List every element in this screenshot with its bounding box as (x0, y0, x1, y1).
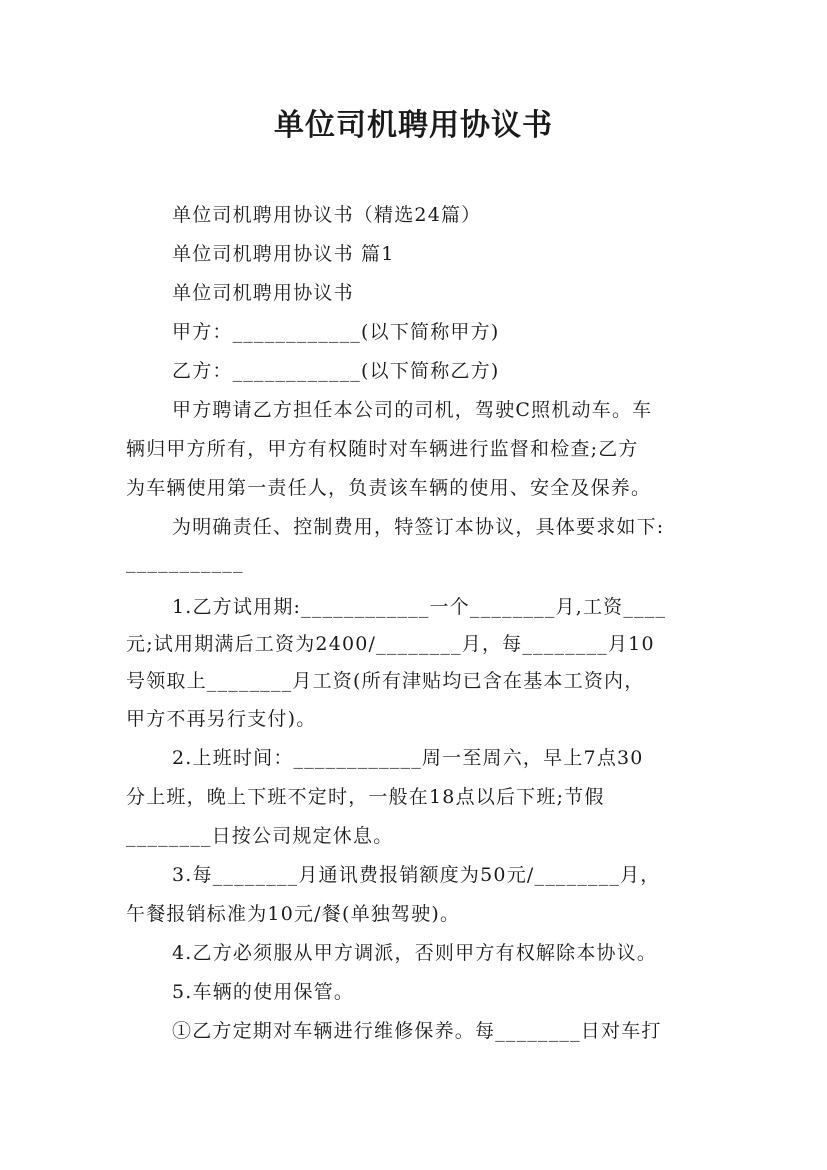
clause-1-line: 甲方不再另行支付)。 (126, 708, 317, 730)
party-a-line: 甲方：____________(以下简称甲方) (172, 321, 500, 343)
clause-1-line: 号领取上________月工资(所有津贴均已含在基本工资内， (126, 670, 645, 692)
paragraph-line: 为车辆使用第一责任人，负责该车辆的使用、安全及保养。 (126, 477, 652, 499)
clause-2-line: ________日按公司规定休息。 (126, 825, 394, 847)
clause-4-line: 4.乙方必须服从甲方调派，否则甲方有权解除本协议。 (172, 942, 658, 964)
clause-2-line: 分上班，晚上下班不定时，一般在18点以后下班;节假 (126, 786, 605, 808)
agreement-heading: 单位司机聘用协议书 (172, 282, 354, 304)
document-title: 单位司机聘用协议书 (274, 108, 553, 143)
clause-5-line: 5.车辆的使用保管。 (172, 981, 355, 1003)
section-heading: 单位司机聘用协议书 篇1 (172, 243, 395, 265)
clause-1-line: 元;试用期满后工资为2400/________月，每________月10 (126, 633, 655, 655)
clause-5-1-line: ①乙方定期对车辆进行维修保养。每________日对车打 (172, 1020, 662, 1042)
paragraph-line: 辆归甲方所有，甲方有权随时对车辆进行监督和检查;乙方 (126, 438, 639, 460)
clause-3-line: 午餐报销标准为10元/餐(单独驾驶)。 (126, 903, 461, 925)
blank-line: ___________ (126, 551, 244, 573)
clause-1-line: 1.乙方试用期:____________一个________月,工资____ (172, 596, 667, 618)
party-b-line: 乙方：____________(以下简称乙方) (172, 360, 500, 382)
paragraph-line: 为明确责任、控制费用，特签订本协议，具体要求如下: (172, 516, 665, 538)
clause-3-line: 3.每________月通讯费报销额度为50元/________月， (172, 864, 661, 886)
subtitle-line: 单位司机聘用协议书（精选24篇） (172, 204, 482, 226)
paragraph-line: 甲方聘请乙方担任本公司的司机，驾驶C照机动车。车 (172, 399, 653, 421)
clause-2-line: 2.上班时间：____________周一至周六，早上7点30 (172, 747, 644, 769)
